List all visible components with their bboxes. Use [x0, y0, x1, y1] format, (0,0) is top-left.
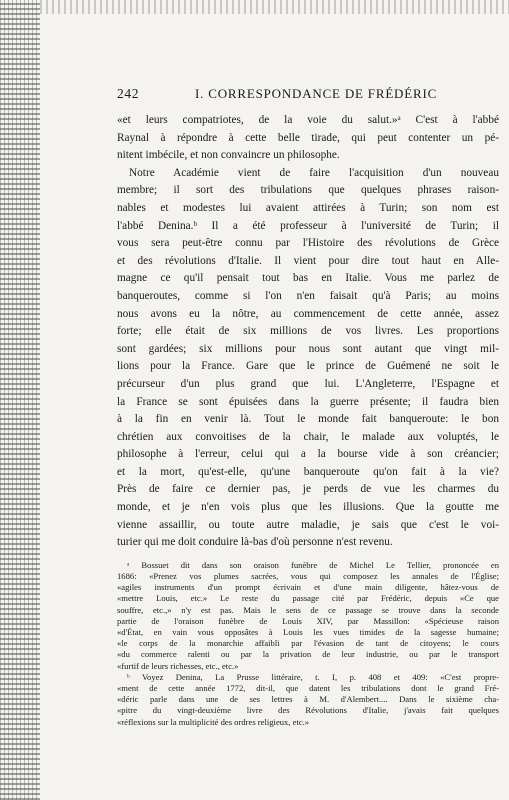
text-line: Raynal à répondre à cette belle tirade, qui peut contenter un pé-	[117, 131, 499, 144]
text-line: et la mort, qu'est-elle, qu'une banqueroute qu'on fait à la vie?	[117, 465, 499, 478]
footnote-line: «le corps de la monarchie affaibli par l'évasion de tant de citoyens; le cours	[117, 638, 499, 649]
footnote-line: «furtif de leurs richesses, etc., etc.»	[117, 660, 239, 671]
footnote-line: 1686: «Prenez vos plumes sacrées, vous qui composez les annales de l'Église;	[117, 571, 499, 582]
footnote-line: «mettre Louis, etc.» Le reste du passage cité par Frédéric, depuis «Ce que	[117, 593, 499, 604]
text-line: membre; il sort des tribulations que quelques phrases raison-	[117, 184, 499, 197]
text-line: l'abbé Denina.ᵇ Il a été professeur à l'université de Turin; il	[117, 219, 499, 232]
footnote-line: ᵃ Bossuet dit dans son oraison funèbre de Michel Le Tellier, prononcée en	[127, 559, 499, 570]
footnotes	[117, 560, 499, 728]
book-page	[117, 86, 499, 728]
footnote-line: «déric parle dans une de ses lettres à M. d'Alembert.... Dans le sixième cha-	[117, 694, 499, 705]
text-line: Notre Académie vient de faire l'acquisition d'un nouveau	[129, 166, 499, 179]
footnote-line: «d'État, en vain vous opposâtes à Louis les vues timides de la sagesse humaine;	[117, 627, 499, 638]
main-text	[117, 112, 499, 552]
footnote-line: «du commerce ralenti ou par la privation de leur industrie, ou par le transport	[117, 649, 499, 660]
text-line: à la fin en venir là. Tout le monde fait banqueroute: le bon	[117, 413, 499, 426]
text-line: forte; elle était de six millions de vos livres. Les proportions	[117, 325, 499, 338]
text-line: nous avons eu la nôtre, au commencement de cette année, assez	[117, 307, 499, 320]
text-line: lions pour la France. Gare que le prince de Guémené ne soit le	[117, 360, 499, 373]
text-line: la France se sont épuisées dans la guerre présente; il faudra bien	[117, 395, 499, 408]
text-line: monde, et je n'en vois plus que les illusions. Que la goutte me	[117, 501, 499, 514]
text-line: turier qui me doit conduire là-bas d'où personne n'est revenu.	[117, 536, 393, 549]
text-line: «et leurs compatriotes, de la voie du salut.»ᵃ C'est à l'abbé	[117, 114, 499, 126]
text-line: vienne assaillir, ou toute autre maladie, je sais que c'est le voi-	[117, 518, 499, 531]
text-line: vous sera peut-être connu par l'Histoire des révolutions de Grèce	[117, 237, 499, 250]
text-line: nitent imbécile, et non convaincre un philosophe.	[117, 149, 340, 162]
page-number: 242	[117, 86, 140, 101]
scan-shadow-top	[40, 0, 509, 14]
footnote-line: «ment de cette année 1772, dit-il, que datent les tribulations dont le grand Fré-	[117, 683, 499, 694]
text-line: banqueroutes, comme si l'on n'en faisait qu'à Paris; au moins	[117, 289, 499, 302]
footnote-line: «agiles instruments d'un prompt écrivain et d'une main diligente, hâtez-vous de	[117, 582, 499, 593]
text-line: philosophe à l'erreur, celui qui a la bourse vide à son créancier;	[117, 448, 499, 461]
footnote-line: partie de l'oraison funèbre de Louis XIV, par Massillon: «Spécieuse raison	[117, 615, 499, 626]
footnote-line: «réflexions sur la multiplicité des ordres religieux, etc.»	[117, 716, 310, 727]
scan-shadow-left	[0, 0, 40, 800]
running-head	[117, 86, 499, 106]
footnote-line: souffre, etc.,» n'y est pas. Mais le sens de ce passage se trouve dans la seconde	[117, 604, 499, 615]
footnote-line: «pitre du vingt-deuxième livre des Révolutions d'Italie, j'avais fait quelques	[117, 705, 499, 716]
text-line: Près de faire ce dernier pas, je perds de vue les charmes du	[117, 483, 499, 496]
text-line: et des révolutions d'Italie. Il vient pour dire tout haut en Alle-	[117, 254, 499, 267]
text-line: magne ce qu'il pensait tout bas en Italie. Vous me parlez de	[117, 272, 499, 285]
text-line: précurseur d'un plus grand que lui. L'Angleterre, l'Espagne et	[117, 377, 499, 390]
text-line: nables et modestes lui avaient attirées à Turin; son nom est	[117, 201, 499, 214]
footnote-line: ᵇ Voyez Denina, La Prusse littéraire, t. I, p. 408 et 409: «C'est propre-	[127, 671, 499, 682]
text-line: chrétien aux convoitises de la chair, le malade aux voluptés, le	[117, 430, 499, 443]
running-title: I. CORRESPONDANCE DE FRÉDÉRIC	[195, 86, 438, 101]
text-line: sont gardées; six millions pour nous sont autant que vingt mil-	[117, 342, 499, 355]
